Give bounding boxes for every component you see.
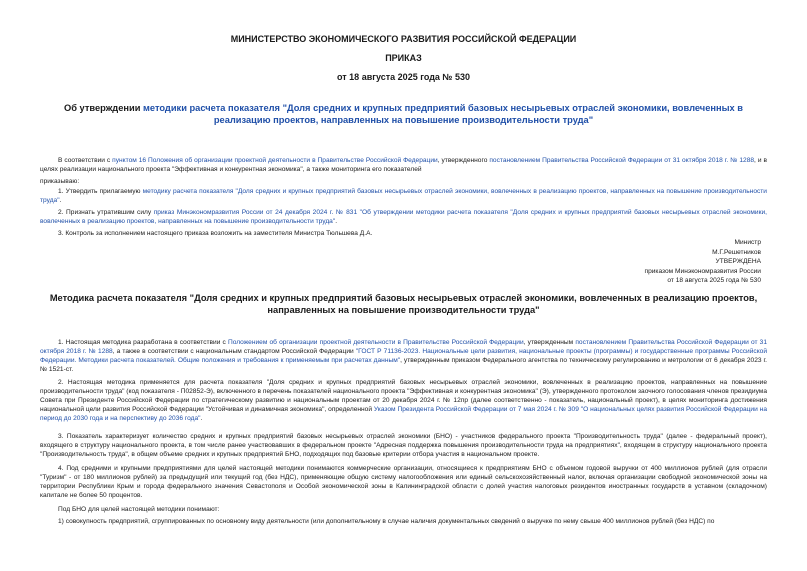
text-fragment: 1. Утвердить прилагаемую <box>58 188 143 195</box>
link-methodology[interactable]: методику расчета показателя "Доля средних и крупных предприятий базовых несырьевых отраслей экономики, вовлеченных в реализацию проектов, направленных на повышение производительности труда" <box>40 188 767 204</box>
link-regulation[interactable]: Положением об организации проектной деятельности в Правительстве Российской Федерации <box>227 339 524 346</box>
text-fragment: , утвержденного <box>437 157 490 164</box>
text-fragment: 1. Настоящая методика разработана в соответствии с <box>58 339 228 346</box>
approval-label: УТВЕРЖДЕНА <box>715 258 761 266</box>
method-item-4: 4. Под средними и крупными предприятиями для целей настоящей методики понимаются коммерческие организации, относящиеся к предприятиям БНО с объемом годовой выручки от 400 миллионов рублей (для отрасли "Туризм" - от 180 миллионов рублей) за предыдущий или текущий год (без НДС), применяющие общую систему налогообложения или единый сельскохозяйственный налог, включая организации свободной экономической зоны на территории Республики Крым и города федерального значения Севастополя и Особой экономической зоны в Калининградской области с долей участия налоговых резидентов иностранных государств в уставном (складочном) капитале не более 50 процентов. <box>40 465 767 499</box>
order-command: приказываю: <box>40 178 80 185</box>
link-decree-1288[interactable]: постановлением Правительства Российской Федерации от 31 октября 2018 г. № 1288 <box>40 339 768 355</box>
link-president-decree-309[interactable]: Указом Президента Российской Федерации от 7 мая 2024 г. № 309 "О национальных целях развития Российской Федерации на период до 2030 года и на перспективу до 2036 года" <box>40 406 767 422</box>
text-fragment: 2. Настоящая методика применяется для расчета показателя "Доля средних и крупных предприятий базовых несырьевых отраслей экономики, вовлеченных в реализацию проектов, направленных на повышение производительности труда" (код показателя - П02852-Э), включенного в перечень показателей национального проекта "Эффективная и конкурентная экономика" (Э), утвержденного протоколом заочного голосования членов президиума Совета при Президенте Российской Федерации по стратегическому развитию и национальным проектам от 20 декабря 2024 г. № 12пр (далее соответственно - показатель, национальный проект), в целях мониторинга достижения национальной цели развития Российской Федерации "Устойчивая и динамичная экономика", определенной <box>40 379 767 413</box>
link-order-831[interactable]: приказ Минэкономразвития России от 24 декабря 2024 г. № 831 "Об утверждении методики расчета показателя "Доля средних и крупных предприятий базовых несырьевых отраслей экономики, вовлеченных в реализацию проектов, направленных на повышение производительности труда" <box>40 209 767 225</box>
order-paragraph-basis <box>40 156 767 174</box>
order-item-3: 3. Контроль за исполнением настоящего приказа возложить на заместителя Министра Тюльшева Д.А. <box>58 230 373 237</box>
text-fragment: 2. Признать утратившим силу <box>58 209 154 216</box>
method-item-3: 3. Показатель характеризует количество средних и крупных предприятий базовых несырьевых отраслей экономики (БНО) - участников федерального проекта "Производительность труда" (далее - федеральный проект), входящего в структуру национального проекта, в том числе ранее участвовавших в федеральном проекте "Адресная поддержка повышения производительности труда на предприятиях", входящем в структуру национального проекта "Производительность труда", в общем объеме средних и крупных предприятий БНО, подходящих под базовые критерии отбора участия в национальном проекте. <box>40 433 767 458</box>
link-regulation-point-16[interactable]: пунктом 16 Положения об организации проектной деятельности в Правительстве Российской Федерации <box>112 157 438 164</box>
text-fragment: . <box>335 218 338 225</box>
approval-by: приказом Минэкономразвития России <box>644 267 761 275</box>
signature-name: М.Г.Решетников <box>712 248 761 256</box>
link-gost-71136[interactable]: "ГОСТ Р 71136-2023. Национальные цели развития, национальные проекты (программы) и государственные программы Российской Федерации. Методики расчета показателей. Общие положения и требования к применяемым при расчетах данным" <box>40 348 768 364</box>
link-government-decree-1288[interactable]: постановлением Правительства Российской Федерации от 31 октября 2018 г. № 1288 <box>489 157 755 164</box>
text-fragment: , и в целях реализации национального проекта "Эффективная и конкурентная экономика", а также мониторинга его показателей <box>40 157 767 173</box>
order-item-2 <box>40 208 767 226</box>
order-title-prefix: Об утверждении <box>64 103 144 113</box>
order-title <box>40 102 767 126</box>
ministry-heading: МИНИСТЕРСТВО ЭКОНОМИЧЕСКОГО РАЗВИТИЯ РОССИЙСКОЙ ФЕДЕРАЦИИ <box>230 34 577 44</box>
method-item-2 <box>40 378 767 423</box>
method-item-1 <box>40 338 767 374</box>
order-title-link[interactable]: методики расчета показателя "Доля средних и крупных предприятий базовых несырьевых отраслей экономики, вовлеченных в реализацию проектов, направленных на повышение производительности труда" <box>143 103 743 125</box>
method-item-6: 1) совокупность предприятий, сгруппированных по основному виду деятельности (или дополнительному в случае наличия документальных сведений о выручке по нему свыше 400 миллионов рублей (без НДС) по <box>58 518 715 525</box>
date-number-heading: от 18 августа 2025 года № 530 <box>337 72 470 82</box>
method-title: Методика расчета показателя "Доля средних и крупных предприятий базовых несырьевых отраслей экономики, вовлеченных в реализацию проектов, направленных на повышение производительности труда" <box>49 293 758 315</box>
text-fragment: , утвержденным приказом Федерального агентства по техническому регулированию и метрологии от 6 декабря 2023 г. № 1521-ст. <box>40 357 767 373</box>
text-fragment: , утвержденным <box>523 339 576 346</box>
text-fragment: В соответствии с <box>58 157 113 164</box>
method-item-5: Под БНО для целей настоящей методики понимают: <box>58 506 220 513</box>
signature-position: Министр <box>734 239 761 246</box>
text-fragment: , а также в соответствии с национальным стандартом Российской Федерации <box>112 348 356 355</box>
signature-block <box>645 238 762 286</box>
text-fragment: . <box>200 415 203 422</box>
order-item-1 <box>40 187 767 205</box>
text-fragment: . <box>59 197 62 204</box>
doc-type-heading: ПРИКАЗ <box>385 53 422 63</box>
approval-date: от 18 августа 2025 года № 530 <box>667 277 761 285</box>
